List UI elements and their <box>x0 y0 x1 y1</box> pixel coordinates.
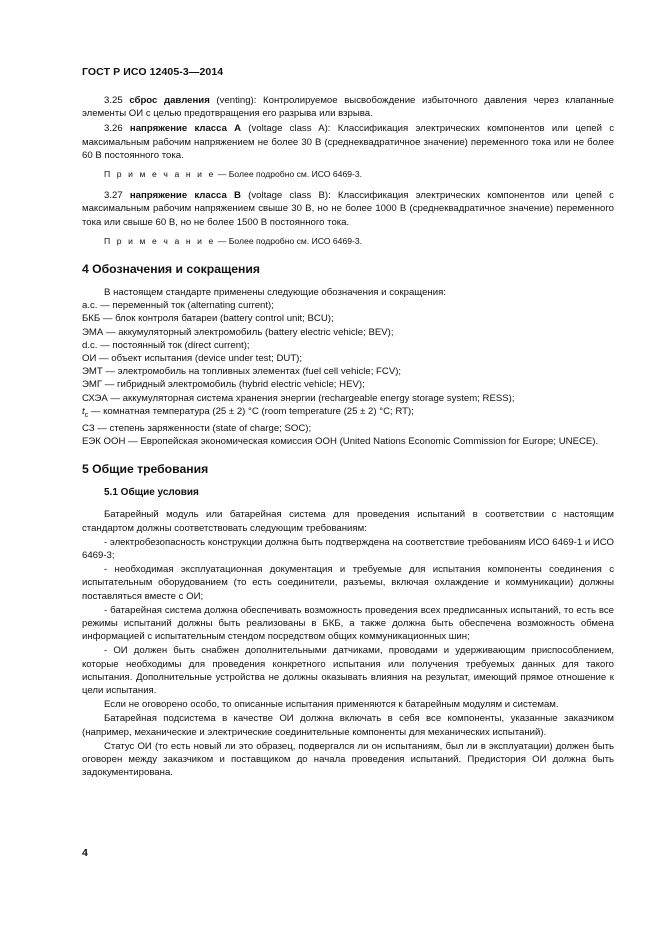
term-definition: (voltage class B): Классификация электрических компонентов или цепей с максимальным рабочим напряжением свыше 30 В, но не более 1000 В (среднеквадратичное значение) переменного тока или свыше 60 В, но не более 1500 В постоянного тока. <box>82 190 614 228</box>
list-item: БКБ — блок контроля батареи (battery control unit; BCU); <box>82 313 334 325</box>
abbreviations-intro: В настоящем стандарте применены следующие обозначения и сокращения: <box>104 287 446 299</box>
term-name: сброс давления <box>129 95 210 106</box>
term-3-26 <box>82 122 614 162</box>
term-3-27 <box>82 189 614 229</box>
symbol-definition: — комнатная температура (25 ± 2) °C (room temperature (25 ± 2) °C; RT); <box>88 405 414 417</box>
paragraph: - ОИ должен быть снабжен дополнительными датчиками, проводами и удерживающим приспособлением, которые необходимы для проведения конкретного испытания или получения требуемых данных для такого испытания. Дополнительные устройства не должны оказывать влияния на результат, имеющий прямое отношение к цели испытания. <box>82 645 614 697</box>
term-number: 3.27 <box>104 190 123 202</box>
note-label: П р и м е ч а н и е <box>104 169 216 180</box>
section-5-body <box>82 508 614 779</box>
term-definition: (voltage class A): Классификация электрических компонентов или цепей с максимальным рабочим напряжением не более 30 В (среднеквадратичное значение) переменного тока или не более 60 В постоянного тока. <box>82 123 614 161</box>
paragraph: Если не оговорено особо, то описанные испытания применяются к батарейным модулям и системам. <box>104 699 559 711</box>
note-text: — Более подробно см. ИСО 6469-3. <box>215 235 363 246</box>
section-heading-4: 4 Обозначения и сокращения <box>82 262 261 277</box>
page-header: ГОСТ Р ИСО 12405-3—2014 <box>82 66 224 78</box>
paragraph: Статус ОИ (то есть новый ли это образец, подвергался ли он испытаниям, был ли в эксплуатации) должен быть оговорен между заказчиком и поставщиком до начала проведения испытаний. Предистория ОИ должна быть задокументирована. <box>82 740 614 779</box>
note-label: П р и м е ч а н и е <box>104 235 216 246</box>
paragraph: - электробезопасность конструкции должна быть подтверждена на соответствие требованиям ИСО 6469-1 и ИСО 6469-3; <box>82 536 614 561</box>
note <box>82 168 614 181</box>
term-3-25 <box>82 94 614 120</box>
symbol-subscript: c <box>84 411 89 419</box>
list-item: СЗ — степень заряженности (state of charge; SOC); <box>82 422 312 434</box>
paragraph: - необходимая эксплуатационная документация и требуемые для испытания компоненты соединения с испытательным оборудованием (то есть соединители, разъемы, включая охлаждение и коммуникации) должны поставляться вместе с ОИ; <box>82 564 614 602</box>
term-number: 3.26 <box>104 123 123 135</box>
list-item <box>82 405 614 422</box>
list-item: d.c. — постоянный ток (direct current); <box>82 339 250 351</box>
list-item: ЭМГ — гибридный электромобиль (hybrid electric vehicle; HEV); <box>82 379 365 391</box>
paragraph: - батарейная система должна обеспечивать возможность проведения всех предписанных испытаний, то есть все режимы испытаний должны быть реализованы в БКБ, а также должна быть обеспечена возможность обмена информацией с испытательным стендом посредством общих коммуникационных шин; <box>82 604 614 643</box>
abbreviations-list <box>82 286 614 448</box>
list-item: ЭМТ — электромобиль на топливных элементах (fuel cell vehicle; FCV); <box>82 366 402 378</box>
section-heading-5: 5 Общие требования <box>82 462 209 477</box>
list-item: ОИ — объект испытания (device under test; DUT); <box>82 353 303 365</box>
page-content <box>82 94 614 780</box>
term-definition: (venting): Контролируемое высвобождение избыточного давления через клапанные элементы ОИ с целью предотвращения его разрыва или взрыва. <box>82 95 614 120</box>
list-item: ЭМА — аккумуляторный электромобиль (battery electric vehicle; BEV); <box>82 326 394 338</box>
list-item: a.c. — переменный ток (alternating current); <box>82 300 274 312</box>
note <box>82 235 614 248</box>
subsection-heading-5-1: 5.1 Общие условия <box>104 487 199 499</box>
page-number: 4 <box>82 847 88 859</box>
list-item: СХЭА — аккумуляторная система хранения энергии (rechargeable energy storage system; RESS); <box>82 392 515 404</box>
symbol: t <box>82 405 85 417</box>
term-number: 3.25 <box>104 95 123 106</box>
paragraph: Батарейный модуль или батарейная система для проведения испытаний в соответствии с настоящим стандартом должны соответствовать следующим требованиям: <box>82 509 614 534</box>
note-text: — Более подробно см. ИСО 6469-3. <box>215 169 363 180</box>
term-name: напряжение класса В <box>129 190 241 202</box>
paragraph: Батарейная подсистема в качестве ОИ должна включать в себя все компоненты, указанные заказчиком (например, механические и электрические соединительные компоненты для механических испытаний). <box>82 713 614 738</box>
list-item: ЕЭК ООН — Европейская экономическая комиссия ООН (United Nations Economic Commission for Europe; UNECE). <box>82 436 599 448</box>
term-name: напряжение класса А <box>129 123 242 135</box>
